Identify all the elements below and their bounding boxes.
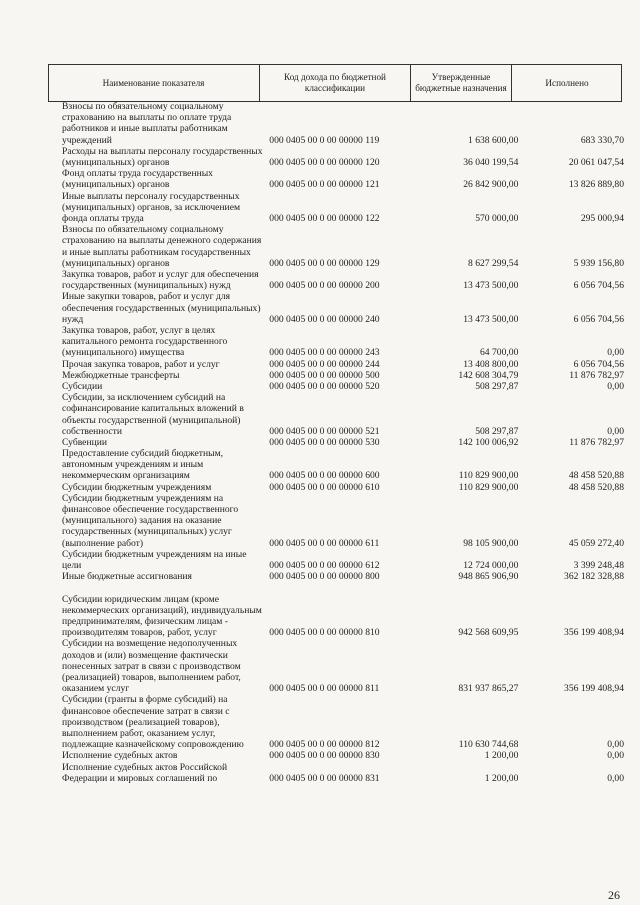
row-executed: 5 939 156,80: [573, 257, 624, 269]
row-approved: 13 473 500,00: [463, 313, 519, 325]
row-name: Взносы по обязательному социальному страхованию на выплаты по оплате труда работников и иные выплаты работникам учреждений: [62, 100, 232, 146]
row-approved: 948 865 906,90: [458, 571, 519, 583]
row-executed: 362 182 328,88: [564, 571, 624, 583]
row-approved: 13 473 500,00: [463, 280, 519, 292]
row-approved: 1 200,00: [484, 772, 519, 784]
row-approved: 508 297,87: [475, 380, 519, 392]
row-approved: 110 829 900,00: [458, 481, 519, 493]
row-executed: 0,00: [607, 425, 624, 437]
table-row: [48, 101, 628, 146]
header-code: Код дохода по бюджетной классификации: [259, 65, 410, 101]
row-code: 000 0405 00 0 00 00000 520: [269, 380, 380, 392]
row-name: Субсидии бюджетным учреждениям: [62, 481, 212, 493]
row-code: 000 0405 00 0 00 00000 810: [269, 627, 380, 639]
row-executed: 0,00: [607, 380, 624, 392]
row-name: Исполнение судебных актов: [62, 750, 178, 762]
row-code: 000 0405 00 0 00 00000 200: [269, 280, 380, 292]
row-name: Прочая закупка товаров, работ и услуг: [62, 358, 220, 370]
table-row: [48, 381, 628, 392]
row-name: Субсидии бюджетным учреждениям на иные цели: [62, 548, 247, 572]
row-executed: 356 199 408,94: [564, 683, 624, 695]
row-approved: 110 829 900,00: [458, 470, 519, 482]
row-code: 000 0405 00 0 00 00000 243: [269, 347, 380, 359]
row-executed: 6 056 704,56: [573, 313, 624, 325]
row-code: 000 0405 00 0 00 00000 119: [269, 134, 380, 146]
row-approved: 570 000,00: [475, 212, 519, 224]
row-approved: 142 100 006,92: [458, 436, 519, 448]
row-code: 000 0405 00 0 00 00000 610: [269, 481, 380, 493]
row-executed: 0,00: [607, 772, 624, 784]
row-name: Субвенции: [62, 436, 107, 448]
table-row: [48, 448, 628, 482]
row-approved: 13 408 800,00: [463, 358, 519, 370]
row-executed: 6 056 704,56: [573, 280, 624, 292]
row-code: 000 0405 00 0 00 00000 812: [269, 739, 380, 751]
row-code: 000 0405 00 0 00 00000 811: [269, 683, 380, 695]
row-executed: 683 330,70: [580, 134, 624, 146]
row-executed: 0,00: [607, 347, 624, 359]
row-executed: 0,00: [607, 739, 624, 751]
row-name: Иные закупки товаров, работ и услуг для обеспечения государственных (муниципальных) нужд: [62, 291, 261, 325]
row-code: 000 0405 00 0 00 00000 800: [269, 571, 380, 583]
table-row: [48, 762, 628, 784]
table-row: [48, 168, 628, 190]
table-row: [48, 482, 628, 493]
row-name: Исполнение судебных актов Российской Федерации и мировых соглашений по: [62, 761, 228, 784]
row-approved: 64 700,00: [480, 347, 519, 359]
row-code: 000 0405 00 0 00 00000 611: [269, 537, 380, 549]
row-name: Предоставление субсидий бюджетным, автономным учреждениям и иным некоммерческим организациям: [62, 448, 224, 482]
row-name: Закупка товаров, работ, услуг в целях капитального ремонта государственного (муниципального) имущества: [62, 324, 228, 359]
table-row: [48, 437, 628, 448]
row-name: Иные бюджетные ассигнования: [62, 571, 192, 583]
table-header: [48, 64, 622, 102]
table-row: [48, 146, 628, 168]
row-code: 000 0405 00 0 00 00000 120: [269, 156, 380, 168]
table-row: [48, 370, 628, 381]
row-name: Субсидии на возмещение недополученных доходов и (или) возмещение фактически понесенных затрат в связи с производством (реализацией) товаров, выполнением работ, оказанием услуг: [62, 638, 241, 695]
table-row: [48, 493, 628, 549]
row-name: Субсидии: [62, 380, 103, 392]
header-approved: Утвержденные бюджетные назначения: [410, 65, 511, 101]
row-approved: 26 842 900,00: [463, 179, 519, 191]
table-row: [48, 750, 628, 761]
header-executed: Исполнено: [511, 65, 622, 101]
table-row: [48, 269, 628, 291]
row-name: Закупка товаров, работ и услуг для обеспечения государственных (муниципальных) нужд: [62, 268, 259, 292]
row-name: Субсидии, за исключением субсидий на софинансирование капитальных вложений в объекты государственной (муниципальной) собственности: [62, 392, 244, 437]
table-row: [48, 224, 628, 269]
row-code: 000 0405 00 0 00 00000 600: [269, 470, 380, 482]
row-name: Расходы на выплаты персоналу государственных (муниципальных) органов: [62, 145, 263, 168]
row-executed: 295 000,94: [580, 212, 624, 224]
row-executed: 48 458 520,88: [568, 470, 624, 482]
row-approved: 8 627 299,54: [468, 257, 519, 269]
row-name: Фонд оплаты труда государственных (муниципальных) органов: [62, 168, 213, 191]
table-row: [48, 549, 628, 571]
table-row: [48, 582, 628, 638]
row-executed: 0,00: [607, 750, 624, 762]
row-code: 000 0405 00 0 00 00000 244: [269, 358, 380, 370]
row-code: 000 0405 00 0 00 00000 240: [269, 313, 380, 325]
page-number: 26: [608, 888, 620, 902]
row-approved: 831 937 865,27: [458, 683, 519, 695]
row-code: 000 0405 00 0 00 00000 121: [269, 179, 380, 191]
row-executed: 48 458 520,88: [568, 481, 624, 493]
row-code: 000 0405 00 0 00 00000 830: [269, 750, 380, 762]
row-code: 000 0405 00 0 00 00000 521: [269, 425, 380, 437]
row-name: Субсидии юридическим лицам (кроме некоммерческих организаций), индивидуальным предпринимателям, физическим лицам - производителям товаров, работ, услуг: [62, 593, 262, 639]
row-approved: 36 040 199,54: [463, 156, 519, 168]
row-approved: 1 638 600,00: [468, 134, 519, 146]
table-row: [48, 291, 628, 325]
row-name: Субсидии бюджетным учреждениям на финансовое обеспечение государственного (муниципального) задания на оказание государственных (муниципальных) услуг (выполнение работ): [62, 492, 239, 549]
row-executed: 20 061 047,54: [568, 156, 624, 168]
row-executed: 356 199 408,94: [564, 627, 624, 639]
row-name: Иные выплаты персоналу государственных (муниципальных) органов, за исключением фонда оплаты труда: [62, 190, 241, 224]
row-name: Взносы по обязательному социальному страхованию на выплаты денежного содержания и иные выплаты работникам государственных (муниципальных) органов: [62, 224, 262, 269]
table-row: [48, 359, 628, 370]
row-executed: 45 059 272,40: [568, 537, 624, 549]
row-code: 000 0405 00 0 00 00000 129: [269, 257, 380, 269]
row-approved: 110 630 744,68: [458, 739, 519, 751]
row-executed: 13 826 889,80: [568, 179, 624, 191]
table-row: [48, 325, 628, 359]
row-approved: 508 297,87: [475, 425, 519, 437]
row-code: 000 0405 00 0 00 00000 530: [269, 436, 380, 448]
row-name: Субсидии (гранты в форме субсидий) на финансовое обеспечение затрат в связи с производством (реализацией товаров), выполнением работ, оказанием услуг, подлежащие казначейскому сопровождению: [62, 694, 244, 751]
row-code: 000 0405 00 0 00 00000 612: [269, 560, 380, 572]
table-row: [48, 392, 628, 437]
header-name: Наименование показателя: [102, 77, 205, 88]
row-approved: 942 568 609,95: [458, 627, 519, 639]
row-executed: 3 399 248,48: [573, 560, 624, 572]
row-executed: 11 876 782,97: [569, 369, 624, 381]
row-approved: 12 724 000,00: [463, 560, 519, 572]
row-code: 000 0405 00 0 00 00000 122: [269, 212, 380, 224]
row-executed: 6 056 704,56: [573, 358, 624, 370]
row-code: 000 0405 00 0 00 00000 831: [269, 772, 380, 784]
table-row: [48, 191, 628, 225]
table-row: [48, 638, 628, 694]
row-approved: 1 200,00: [484, 750, 519, 762]
row-code: 000 0405 00 0 00 00000 500: [269, 369, 380, 381]
table-body: [48, 101, 628, 784]
row-name: Межбюджетные трансферты: [62, 369, 180, 381]
table-row: [48, 694, 628, 750]
row-approved: 142 608 304,79: [458, 369, 519, 381]
row-approved: 98 105 900,00: [463, 537, 519, 549]
table-row: [48, 571, 628, 582]
row-executed: 11 876 782,97: [569, 436, 624, 448]
